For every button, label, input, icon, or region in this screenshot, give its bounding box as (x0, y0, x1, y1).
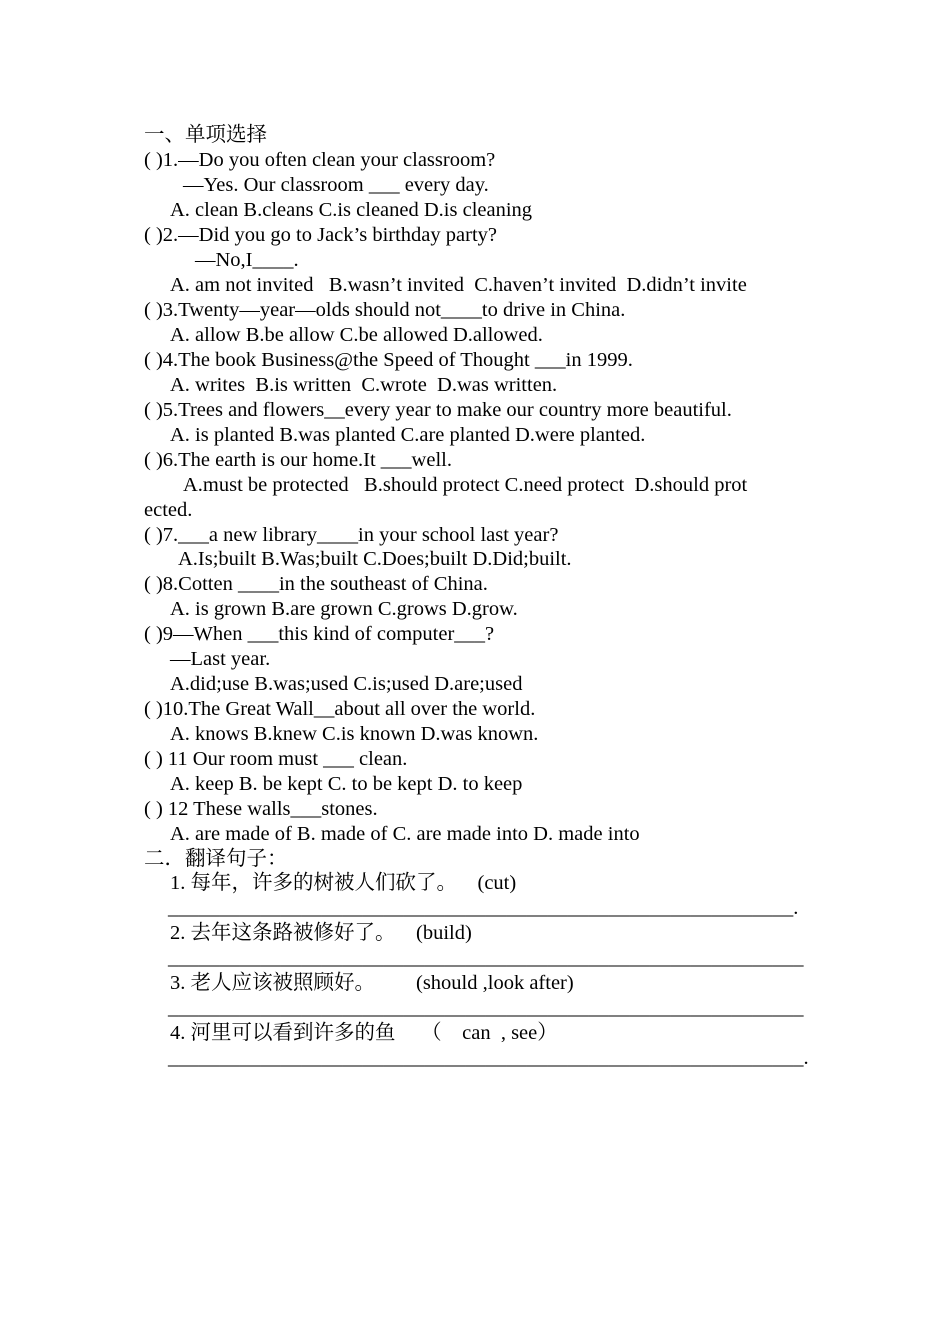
section2-heading: 二．翻译句子： (144, 848, 288, 870)
question-8-options: A. is grown B.are grown C.grows D.grow. (170, 598, 518, 620)
question-2-reply: —No,I____. (195, 249, 299, 271)
question-6-options-wrap: ected. (144, 499, 193, 521)
question-6: ( )6.The earth is our home.It ___well. (144, 449, 452, 471)
question-12-options: A. are made of B. made of C. are made into D. made into (170, 823, 640, 845)
question-1-reply: —Yes. Our classroom ___ every day. (183, 174, 489, 196)
question-12: ( ) 12 These walls___stones. (144, 798, 378, 820)
translation-blank-4: ______________________________________________________________. (168, 1047, 809, 1069)
question-7-options: A.Is;built B.Was;built C.Does;built D.Did;built. (178, 548, 572, 570)
translation-item-2: 2. 去年这条路被修好了。 (build) (170, 922, 472, 944)
question-6-options: A.must be protected B.should protect C.need protect D.should prot (183, 474, 748, 496)
translation-item-1: 1. 每年，许多的树被人们砍了。 (cut) (170, 872, 517, 894)
question-1-options: A. clean B.cleans C.is cleaned D.is cleaning (170, 199, 533, 221)
question-5-options: A. is planted B.was planted C.are planted D.were planted. (170, 424, 646, 446)
question-5: ( )5.Trees and flowers__every year to make our country more beautiful. (144, 399, 732, 421)
question-7: ( )7.___a new library____in your school last year? (144, 524, 559, 546)
question-9: ( )9—When ___this kind of computer___? (144, 623, 495, 645)
question-8: ( )8.Cotten ____in the southeast of China. (144, 573, 488, 595)
question-3: ( )3.Twenty—year—olds should not____to drive in China. (144, 299, 626, 321)
translation-blank-3: ______________________________________________________________ (168, 997, 804, 1019)
section1-heading: 一、单项选择 (144, 124, 267, 146)
question-11: ( ) 11 Our room must ___ clean. (144, 748, 408, 770)
question-10: ( )10.The Great Wall__about all over the world. (144, 698, 536, 720)
question-1: ( )1.—Do you often clean your classroom? (144, 149, 496, 171)
question-11-options: A. keep B. be kept C. to be kept D. to keep (170, 773, 523, 795)
translation-item-4: 4. 河里可以看到许多的鱼 （ can , see） (170, 1022, 558, 1044)
translation-blank-1: _____________________________________________________________. (168, 897, 799, 919)
question-9-options: A.did;use B.was;used C.is;used D.are;used (170, 673, 523, 695)
question-4-options: A. writes B.is written C.wrote D.was written. (170, 374, 558, 396)
question-10-options: A. knows B.knew C.is known D.was known. (170, 723, 539, 745)
translation-blank-2: ______________________________________________________________ (168, 947, 804, 969)
question-4: ( )4.The book Business@the Speed of Thought ___in 1999. (144, 349, 633, 371)
question-9-reply: —Last year. (170, 648, 271, 670)
question-2-options: A. am not invited B.wasn’t invited C.haven’t invited D.didn’t invite (170, 274, 747, 296)
question-3-options: A. allow B.be allow C.be allowed D.allowed. (170, 324, 543, 346)
question-2: ( )2.—Did you go to Jack’s birthday party? (144, 224, 497, 246)
translation-item-3: 3. 老人应该被照顾好。 (should ,look after) (170, 972, 574, 994)
